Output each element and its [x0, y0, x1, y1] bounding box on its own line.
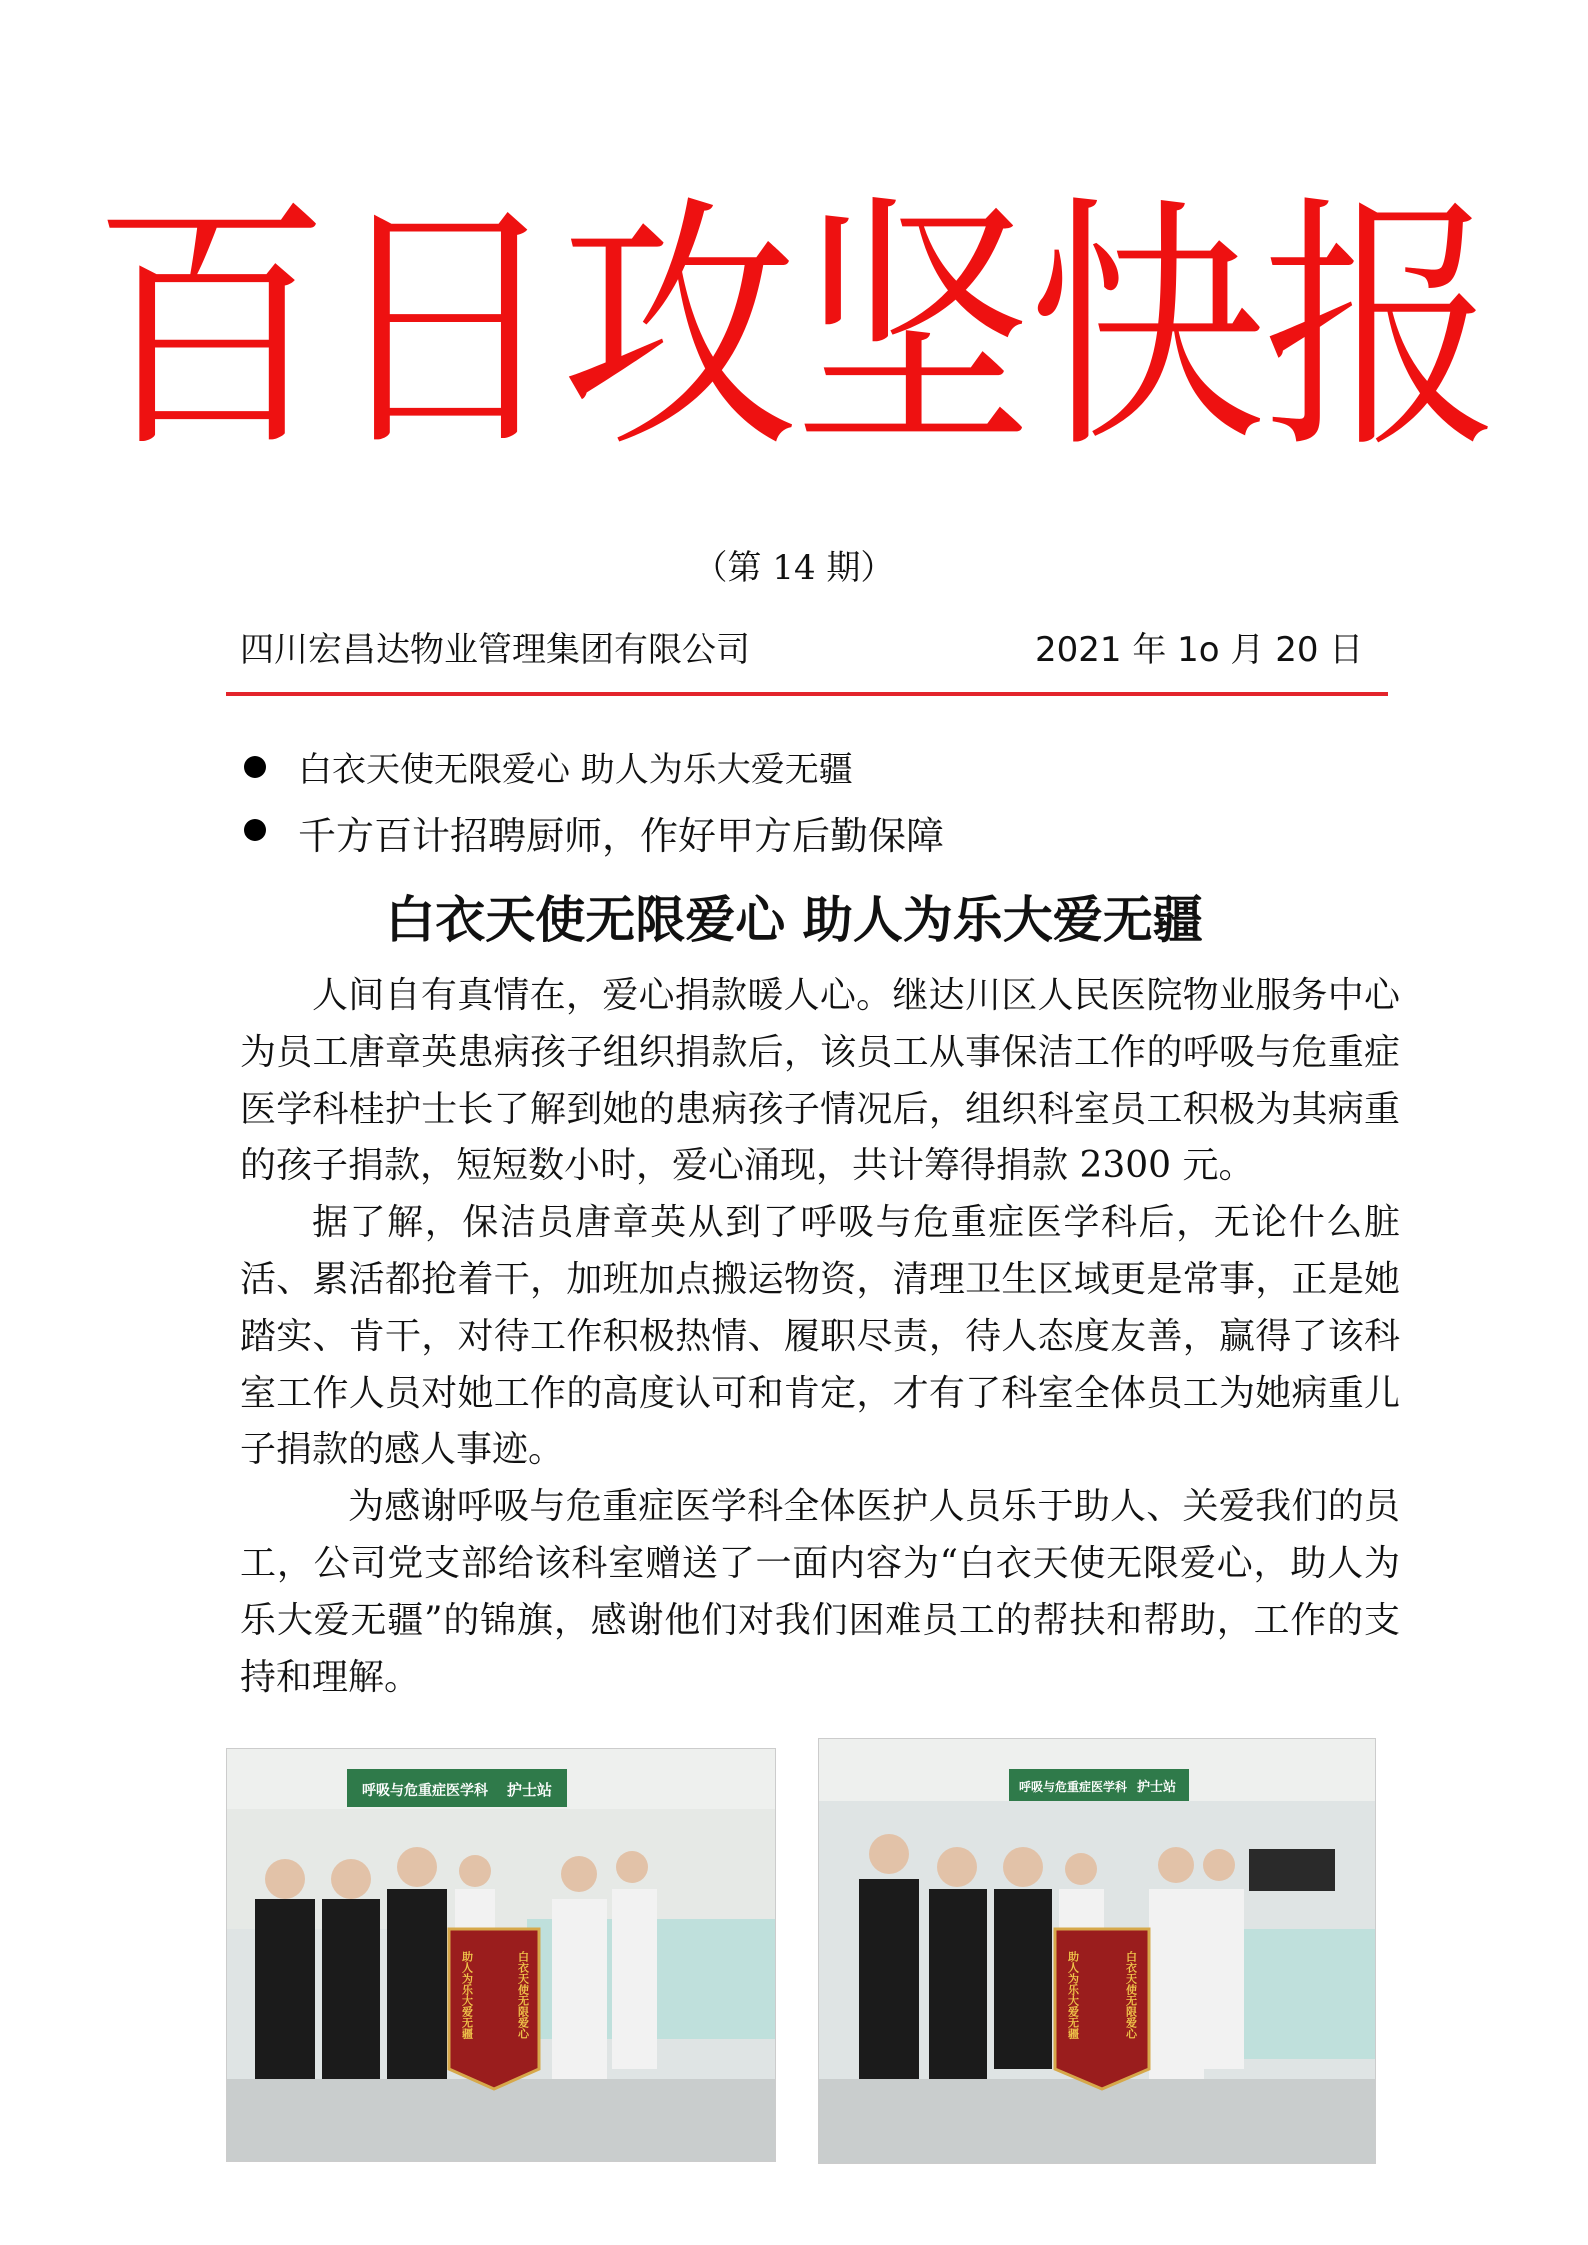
article-paragraph: 据了解，保洁员唐章英从到了呼吸与危重症医学科后，无论什么脏活、累活都抢着干，加班加点搬运物资，清理卫生区域更是常事，正是她踏实、肯干，对待工作积极热情、履职尽责，待人态度友善，赢得了该科室工作人员对她工作的高度认可和肯定，才有了科室全体员工为她病重儿子捐款的感人事迹。	[240, 1202, 1400, 1471]
publish-date: 2021 年 1o 月 20 日	[1035, 630, 1364, 670]
nurse-station-sign-text: 护士站	[1137, 1780, 1177, 1795]
issue-number: （第 14 期）	[693, 548, 895, 588]
table-of-contents	[240, 742, 944, 874]
toc-item-label: 千方百计招聘厨师，作好甲方后勤保障	[298, 814, 945, 858]
company-name: 四川宏昌达物业管理集团有限公司	[240, 630, 750, 670]
article-photo-right	[818, 1738, 1376, 2164]
bullet-icon	[244, 756, 266, 778]
toc-item-label: 白衣天使无限爱心 助人为乐大爱无疆	[298, 750, 853, 790]
toc-item	[240, 805, 944, 860]
header-divider	[226, 692, 1388, 696]
department-sign-text: 呼吸与危重症医学科	[362, 1783, 488, 1799]
banner-line1: 白衣天使无限爱心	[516, 1951, 530, 2039]
banner-line2: 助人为乐大爱无疆	[1066, 1951, 1080, 2039]
article-paragraph: 为感谢呼吸与危重症医学科全体医护人员乐于助人、关爱我们的员工，公司党支部给该科室赠送了一面内容为“白衣天使无限爱心，助人为乐大爱无疆”的锦旗，感谢他们对我们困难员工的帮扶和帮助，工作的支持和理解。	[240, 1486, 1400, 1698]
article-body	[240, 968, 1400, 1706]
department-sign-text: 呼吸与危重症医学科	[1019, 1780, 1128, 1794]
bullet-icon	[244, 819, 266, 841]
banner-line2: 助人为乐大爱无疆	[460, 1951, 474, 2039]
article-photo-left	[226, 1748, 776, 2162]
banner-line1: 白衣天使无限爱心	[1124, 1951, 1138, 2039]
article-paragraph: 人间自有真情在，爱心捐款暖人心。继达川区人民医院物业服务中心为员工唐章英患病孩子组织捐款后，该员工从事保洁工作的呼吸与危重症医学科桂护士长了解到她的患病孩子情况后，组织科室员工积极为其病重的孩子捐款，短短数小时，爱心涌现，共计筹得捐款 2300 元。	[240, 975, 1400, 1187]
nurse-station-sign-text: 护士站	[507, 1781, 553, 1799]
toc-item	[240, 742, 944, 791]
article-headline: 白衣天使无限爱心 助人为乐大爱无疆	[385, 891, 1203, 949]
masthead-title: 百日攻坚快报	[92, 174, 1496, 485]
